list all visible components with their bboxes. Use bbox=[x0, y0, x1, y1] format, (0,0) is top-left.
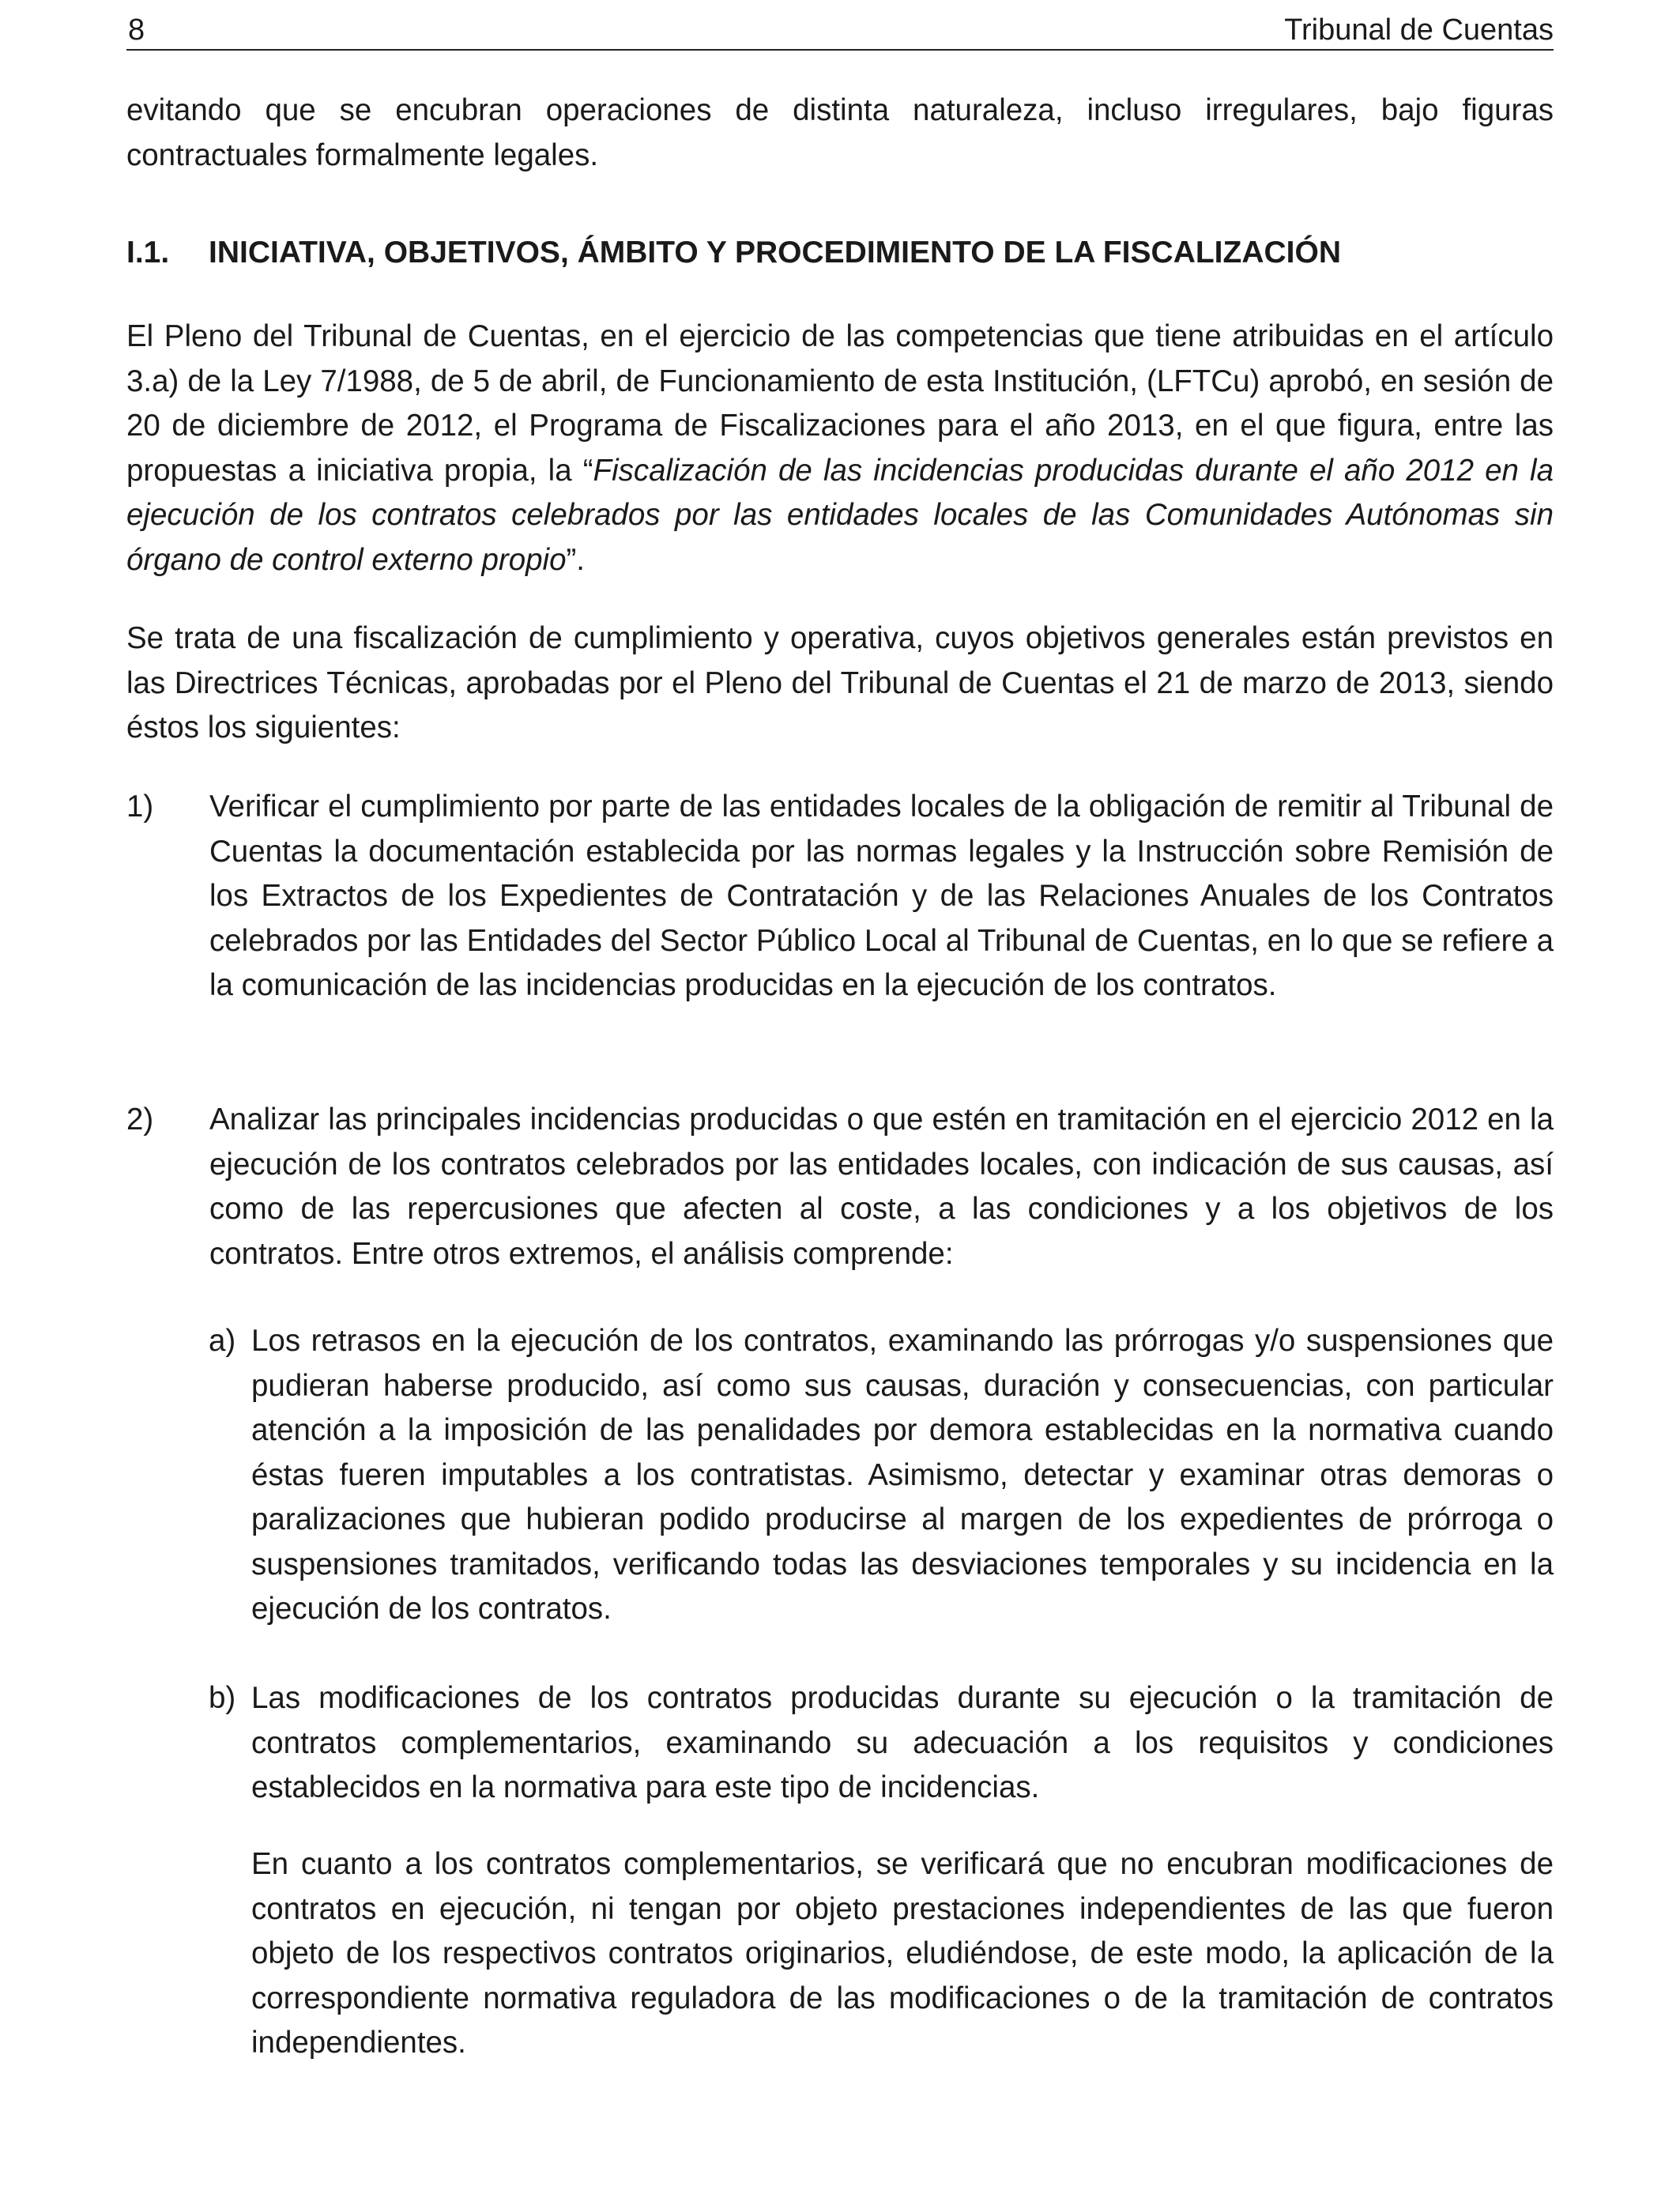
paragraph-objectives-intro: Se trata de una fiscalización de cumplimiento y operativa, cuyos objetivos generales están previstos en las Directrices Técnicas, aprobadas por el Pleno del Tribunal de Cuentas el 21 de marzo de 2013, siendo éstos los siguientes: bbox=[126, 621, 1554, 745]
sub-item bbox=[209, 1319, 1554, 1632]
objective-text: Verificar el cumplimiento por parte de las entidades locales de la obligación de remitir al Tribunal de Cuentas la documentación establecida por las normas legales y la Instrucción sobre Remisión de los Extractos de los Expedientes de Contratación y de las Relaciones Anuales de los Contratos celebrados por las Entidades del Sector Público Local al Tribunal de Cuentas, en lo que se refiere a la comunicación de las incidencias producidas en la ejecución de los contratos. bbox=[209, 790, 1554, 1002]
page-number: 8 bbox=[128, 13, 145, 47]
sub-item-continuation bbox=[251, 1842, 1554, 2066]
paragraph-program-tail: ”. bbox=[566, 542, 586, 577]
section-title: INICIATIVA, OBJETIVOS, ÁMBITO Y PROCEDIMIENTO DE LA FISCALIZACIÓN bbox=[209, 236, 1342, 270]
list-marker: b) bbox=[209, 1681, 236, 1715]
paragraph-program-lead: El Pleno del Tribunal de Cuentas, en el ejercicio de las competencias que tiene atribuidas en el artículo 3.a) de la Ley 7/1988, de 5 de abril, de Funcionamiento de esta Institución, (LFTCu) aprobó, en sesión de 20 de diciembre de 2012, el Programa de Fiscalizaciones para el año 2013, en el que figura, entre las propuestas a iniciativa propia, la “ bbox=[126, 319, 1554, 488]
paragraph-program bbox=[126, 315, 1554, 582]
section-heading bbox=[126, 231, 1554, 275]
list-marker: 2) bbox=[126, 1103, 154, 1137]
running-title: Tribunal de Cuentas bbox=[1284, 13, 1554, 47]
audit-title-quote: Fiscalización de las incidencias producidas durante el año 2012 en la ejecución de los contratos celebrados por las entidades locales de las Comunidades Autónomas sin órgano de control externo propio bbox=[126, 453, 1554, 577]
section-number: I.1. bbox=[126, 236, 170, 270]
sub-item-text: Los retrasos en la ejecución de los contratos, examinando las prórrogas y/o suspensiones que pudieran haberse producido, así como sus causas, duración y consecuencias, con particular atención a la imposición de las penalidades por demora establecidas en la normativa cuando éstas fueren imputables a los contratistas. Asimismo, detectar y examinar otras demoras o paralizaciones que hubieran podido producirse al margen de los expedientes de prórroga o suspensiones tramitados, verificando todas las desviaciones temporales y su incidencia en la ejecución de los contratos. bbox=[251, 1324, 1554, 1626]
sub-item-continuation-text: En cuanto a los contratos complementarios, se verificará que no encubran modificaciones de contratos en ejecución, ni tengan por objeto prestaciones independientes de las que fueron objeto de los respectivos contratos originarios, eludiéndose, de este modo, la aplicación de la correspondiente normativa reguladora de las modificaciones o de la tramitación de contratos independientes. bbox=[251, 1847, 1554, 2060]
objective-item bbox=[126, 785, 1554, 1008]
objective-text: Analizar las principales incidencias producidas o que estén en tramitación en el ejercicio 2012 en la ejecución de los contratos celebrados por las entidades locales, con indicación de sus causas, así como de las repercusiones que afecten al coste, a las condiciones y a los objetivos de los contratos. Entre otros extremos, el análisis comprende: bbox=[209, 1103, 1554, 1271]
sub-item-text: Las modificaciones de los contratos producidas durante su ejecución o la tramitación de contratos complementarios, examinando su adecuación a los requisitos y condiciones establecidos en la normativa para este tipo de incidencias. bbox=[251, 1681, 1554, 1804]
intro-continuation: evitando que se encubran operaciones de distinta naturaleza, incluso irregulares, bajo figuras contractuales formalmente legales. bbox=[126, 93, 1554, 172]
sub-item bbox=[209, 1676, 1554, 1811]
list-marker: 1) bbox=[126, 790, 154, 824]
objective-item bbox=[126, 1098, 1554, 1276]
list-marker: a) bbox=[209, 1324, 236, 1358]
page-header bbox=[126, 11, 1554, 51]
